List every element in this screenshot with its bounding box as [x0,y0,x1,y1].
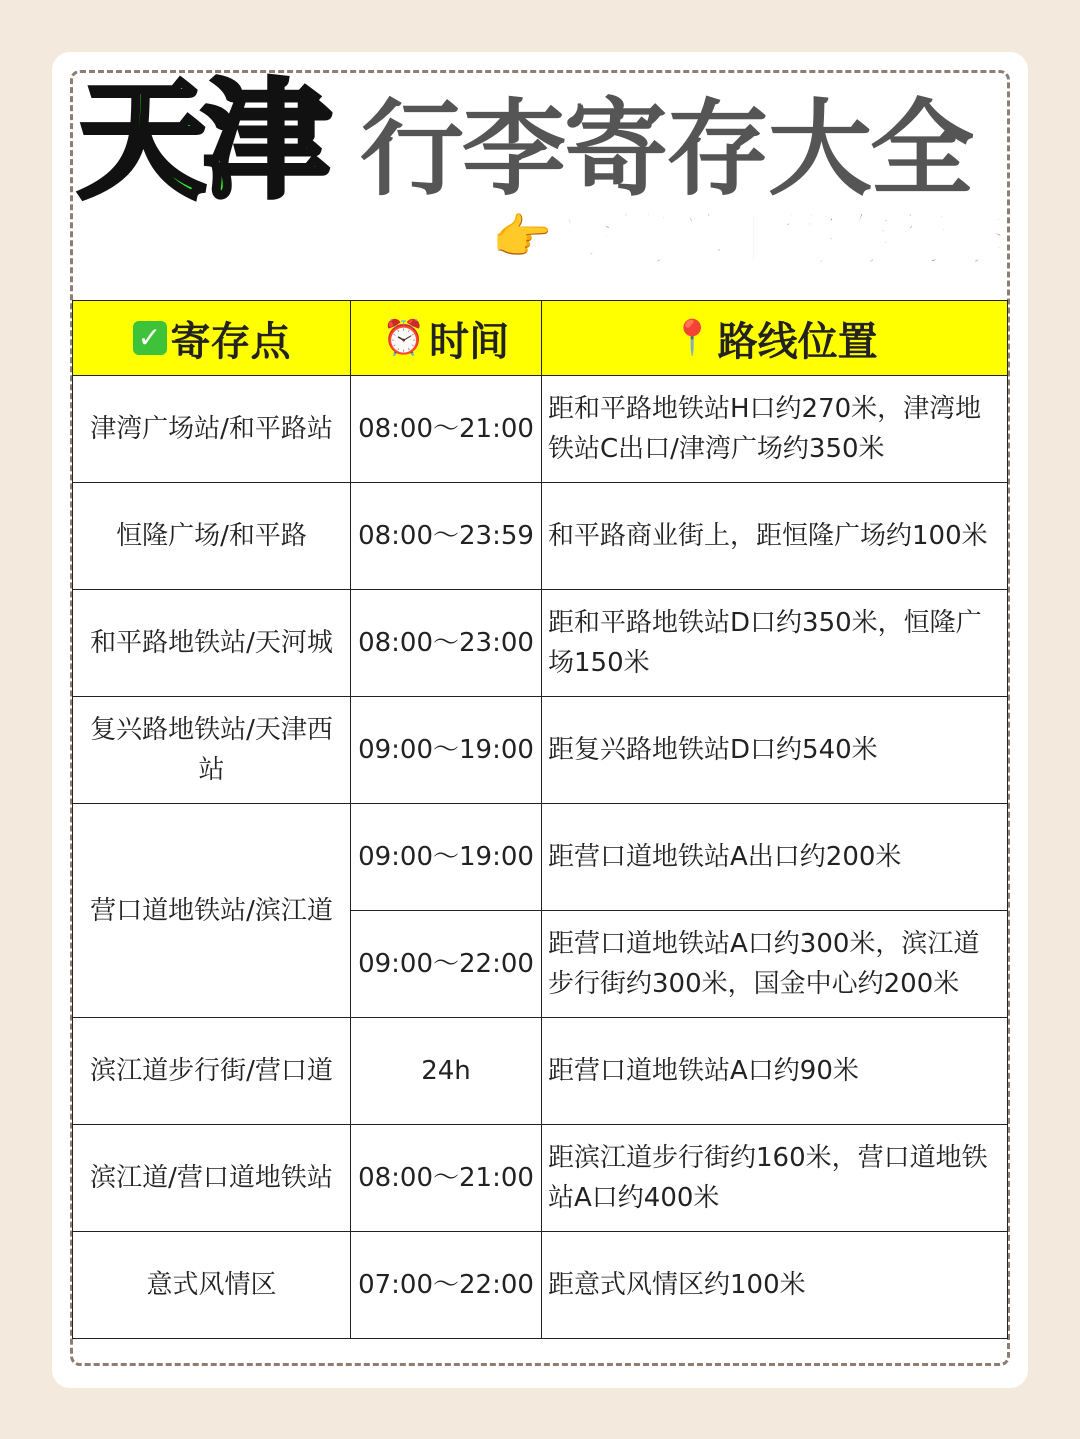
alarm-clock-icon: ⏰ [382,318,426,358]
location-cell: 津湾广场站/和平路站 [73,376,351,483]
time-cell: 07:00～22:00 [351,1232,542,1339]
table-row [73,590,1008,697]
subtitle-text: 途简单丨寄存行李 [558,208,1006,273]
route-cell: 距营口道地铁站A口约90米 [542,1018,1008,1125]
table-row [73,1232,1008,1339]
location-cell: 营口道地铁站/滨江道 [73,804,351,1018]
header-label: 寄存点 [170,318,291,365]
table-row [73,376,1008,483]
pointing-hand-icon: 👉 [492,208,552,265]
check-box-icon: ✓ [133,321,167,355]
time-cell: 08:00～21:00 [351,376,542,483]
route-cell: 距和平路地铁站H口约270米，津湾地铁站C出口/津湾广场约350米 [542,376,1008,483]
subtitle [492,196,1006,276]
title-block [70,67,1010,216]
location-cell: 滨江道步行街/营口道 [73,1018,351,1125]
time-cell: 09:00～22:00 [351,911,542,1018]
table-header-row [73,301,1008,376]
route-cell: 距意式风情区约100米 [542,1232,1008,1339]
header-label: 时间 [429,318,510,365]
route-cell: 距和平路地铁站D口约350米，恒隆广场150米 [542,590,1008,697]
route-cell: 距营口道地铁站A出口约200米 [542,804,1008,911]
table-row [73,1018,1008,1125]
time-cell: 24h [351,1018,542,1125]
route-cell: 和平路商业街上，距恒隆广场约100米 [542,483,1008,590]
time-cell: 09:00～19:00 [351,697,542,804]
header-time [351,301,542,376]
time-cell: 08:00～21:00 [351,1125,542,1232]
table-row [73,483,1008,590]
location-cell: 滨江道/营口道地铁站 [73,1125,351,1232]
table-row [73,804,1008,911]
route-cell: 距营口道地铁站A口约300米，滨江道步行街约300米，国金中心约200米 [542,911,1008,1018]
route-cell: 距滨江道步行街约160米，营口道地铁站A口约400米 [542,1125,1008,1232]
location-cell: 恒隆广场/和平路 [73,483,351,590]
location-cell: 意式风情区 [73,1232,351,1339]
header-label: 路线位置 [717,318,878,365]
title-main: 行李寄存大全 [360,88,973,210]
title-city: 天津 [78,67,327,216]
time-cell: 08:00～23:00 [351,590,542,697]
location-cell: 复兴路地铁站/天津西站 [73,697,351,804]
table-row [73,697,1008,804]
header-route [542,301,1008,376]
luggage-storage-table [72,300,1008,1339]
time-cell: 08:00～23:59 [351,483,542,590]
table-row [73,1125,1008,1232]
route-cell: 距复兴路地铁站D口约540米 [542,697,1008,804]
pin-icon: 📍 [671,318,714,358]
header-location [73,301,351,376]
location-cell: 和平路地铁站/天河城 [73,590,351,697]
time-cell: 09:00～19:00 [351,804,542,911]
